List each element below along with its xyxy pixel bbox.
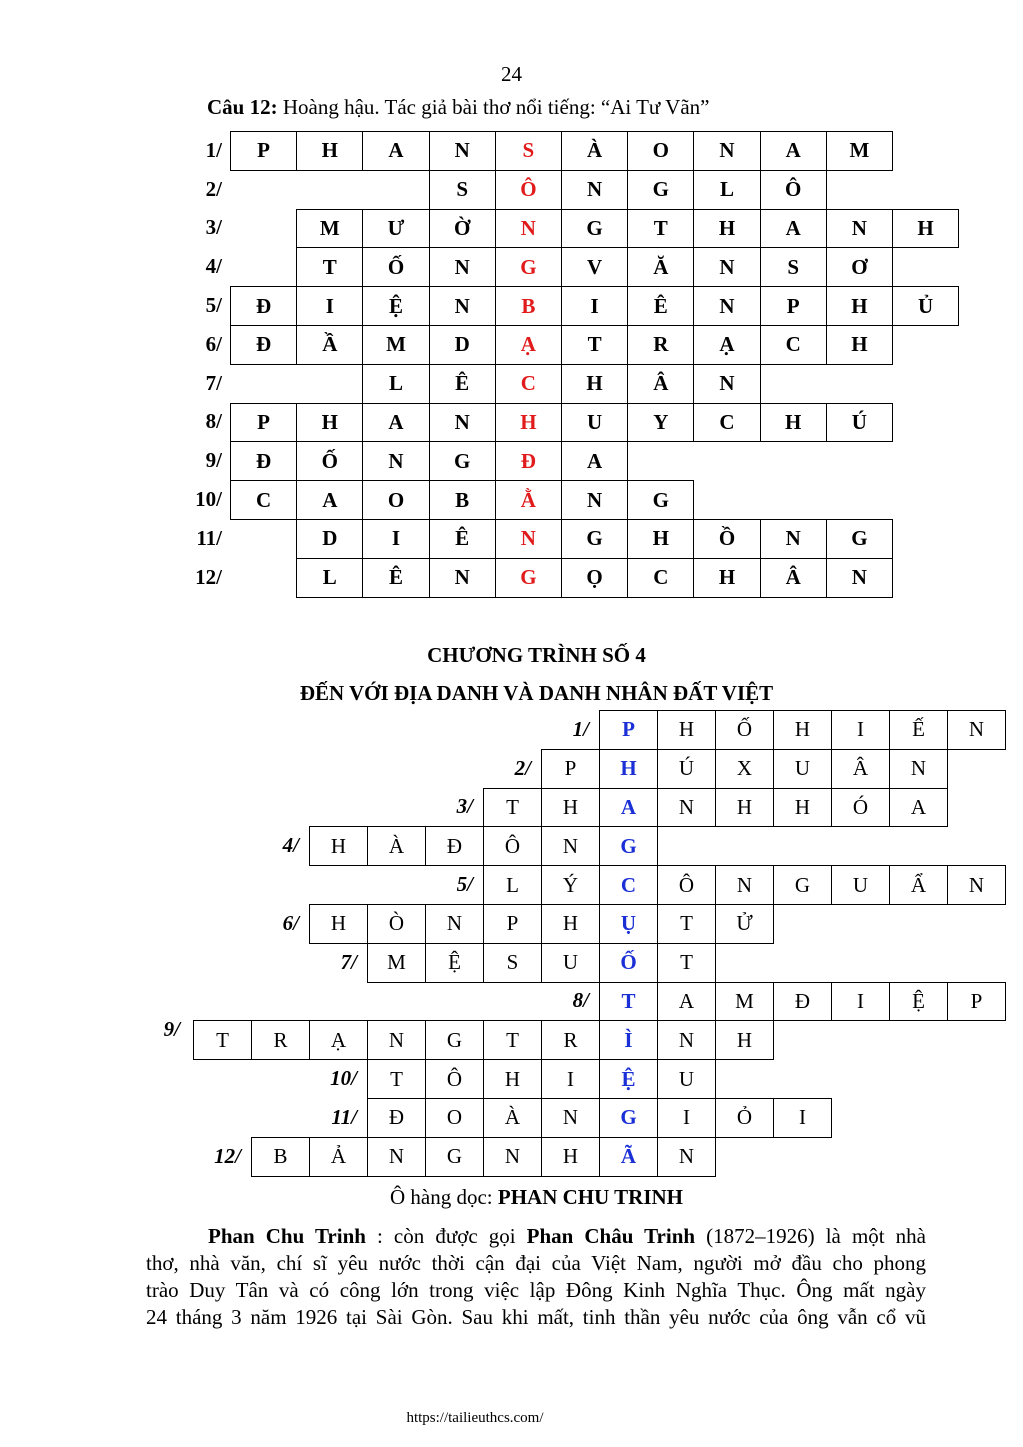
letter-cell: Ô [425, 1059, 484, 1099]
letter-cell: Đ [367, 1098, 426, 1138]
letter-cell: N [541, 1098, 600, 1138]
letter-cell: H [715, 788, 774, 828]
letter-cell: C [760, 325, 827, 365]
letter-cell: P [541, 749, 600, 789]
letter-cell: R [251, 1020, 310, 1060]
paragraph-text: (1872–1926) là một nhà [695, 1224, 927, 1248]
letter-cell: L [483, 865, 542, 905]
letter-cell: P [230, 403, 297, 443]
letter-cell: M [826, 131, 893, 171]
row-label: 2/ [514, 755, 531, 780]
letter-cell: N [947, 710, 1006, 750]
letter-cell: I [831, 710, 890, 750]
letter-cell: N [693, 247, 760, 287]
letter-cell: T [657, 904, 716, 944]
letter-cell: Ố [362, 247, 429, 287]
letter-cell: R [541, 1020, 600, 1060]
letter-cell: I [296, 286, 363, 326]
letter-cell: Ê [429, 364, 496, 404]
letter-cell: N [429, 131, 496, 171]
row-label: 3/ [205, 215, 222, 240]
letter-cell: A [296, 480, 363, 520]
letter-cell: Ạ [693, 325, 760, 365]
letter-cell: Ỏ [715, 1098, 774, 1138]
letter-cell: N [367, 1020, 426, 1060]
letter-cell: D [296, 519, 363, 559]
letter-cell: A [362, 131, 429, 171]
letter-cell: H [309, 904, 368, 944]
key-letter-cell: Ô [495, 170, 562, 210]
letter-cell: B [251, 1137, 310, 1177]
row-label: 7/ [205, 370, 222, 395]
letter-cell: L [693, 170, 760, 210]
letter-cell: M [362, 325, 429, 365]
biography-paragraph [146, 1223, 926, 1331]
letter-cell: O [627, 131, 694, 171]
key-letter-cell: H [495, 403, 562, 443]
letter-cell: Đ [230, 286, 297, 326]
letter-cell: L [296, 558, 363, 598]
letter-cell: Ò [367, 904, 426, 944]
letter-cell: N [429, 403, 496, 443]
key-letter-cell: Ạ [495, 325, 562, 365]
letter-cell: N [429, 286, 496, 326]
letter-cell: Đ [230, 325, 297, 365]
key-letter-cell: G [495, 558, 562, 598]
letter-cell: U [657, 1059, 716, 1099]
letter-cell: G [429, 441, 496, 481]
letter-cell: A [889, 788, 948, 828]
key-letter-cell: Ằ [495, 480, 562, 520]
key-letter-cell: T [599, 982, 658, 1022]
letter-cell: S [429, 170, 496, 210]
key-letter-cell: B [495, 286, 562, 326]
row-label: 8/ [205, 409, 222, 434]
letter-cell: G [561, 519, 628, 559]
letter-cell: V [561, 247, 628, 287]
paragraph-line-3: trào Duy Tân và có công lớn trong việc lập Đông Kinh Nghĩa Thục. Ông mất ngày [146, 1278, 926, 1302]
letter-cell: H [693, 558, 760, 598]
letter-cell: I [657, 1098, 716, 1138]
row-label: 4/ [282, 833, 299, 858]
letter-cell: U [541, 943, 600, 983]
letter-cell: H [561, 364, 628, 404]
letter-cell: Đ [773, 982, 832, 1022]
letter-cell: N [657, 788, 716, 828]
letter-cell: A [362, 403, 429, 443]
letter-cell: I [541, 1059, 600, 1099]
name-alternate: Phan Châu Trinh [526, 1224, 696, 1248]
letter-cell: Ố [296, 441, 363, 481]
letter-cell: H [541, 788, 600, 828]
letter-cell: A [561, 441, 628, 481]
letter-cell: G [425, 1137, 484, 1177]
row-label: 11/ [196, 525, 222, 550]
letter-cell: Ệ [889, 982, 948, 1022]
letter-cell: X [715, 749, 774, 789]
letter-cell: M [715, 982, 774, 1022]
letter-cell: Ọ [561, 558, 628, 598]
key-letter-cell: G [599, 1098, 658, 1138]
key-letter-cell: G [599, 826, 658, 866]
letter-cell: Ú [657, 749, 716, 789]
letter-cell: N [715, 865, 774, 905]
letter-cell: N [826, 209, 893, 249]
letter-cell: T [367, 1059, 426, 1099]
letter-cell: Ả [309, 1137, 368, 1177]
letter-cell: H [892, 209, 959, 249]
question-label: Câu 12: [207, 95, 278, 119]
letter-cell: U [831, 865, 890, 905]
letter-cell: T [657, 943, 716, 983]
row-label: 10/ [330, 1066, 357, 1091]
key-letter-cell: Ụ [599, 904, 658, 944]
paragraph-line-2: thơ, nhà văn, chí sĩ yêu nước thời cận đại của Việt Nam, người mở đầu cho phong [146, 1251, 926, 1275]
letter-cell: Ư [362, 209, 429, 249]
letter-cell: G [627, 170, 694, 210]
letter-cell: T [561, 325, 628, 365]
letter-cell: Ủ [892, 286, 959, 326]
letter-cell: I [831, 982, 890, 1022]
letter-cell: N [657, 1020, 716, 1060]
letter-cell: N [693, 286, 760, 326]
letter-cell: N [362, 441, 429, 481]
letter-cell: N [561, 170, 628, 210]
row-label: 12/ [214, 1143, 241, 1168]
letter-cell: Ó [831, 788, 890, 828]
row-label: 5/ [205, 293, 222, 318]
answer-value: PHAN CHU TRINH [497, 1185, 684, 1209]
letter-cell: Ý [541, 865, 600, 905]
letter-cell: A [760, 131, 827, 171]
row-label: 6/ [282, 910, 299, 935]
letter-cell: Đ [425, 826, 484, 866]
paragraph-line-4: 24 tháng 3 năm 1926 tại Sài Gòn. Sau khi mất, tinh thần yêu nước của ông vẫn cổ vũ [146, 1305, 926, 1329]
letter-cell: Ầ [296, 325, 363, 365]
footer-url: https://tailieuthcs.com/ [406, 1410, 544, 1426]
letter-cell: Ạ [309, 1020, 368, 1060]
paragraph-text: : còn được gọi [365, 1224, 527, 1248]
program-subtitle: ĐẾN VỚI ĐỊA DANH VÀ DANH NHÂN ĐẤT VIỆT [299, 681, 774, 705]
key-letter-cell: Đ [495, 441, 562, 481]
key-letter-cell: C [599, 865, 658, 905]
row-label: 1/ [572, 716, 589, 741]
name-primary: Phan Chu Trinh [208, 1224, 366, 1248]
letter-cell: N [429, 558, 496, 598]
letter-cell: Ố [715, 710, 774, 750]
key-letter-cell: S [495, 131, 562, 171]
letter-cell: À [367, 826, 426, 866]
letter-cell: G [425, 1020, 484, 1060]
letter-cell: H [715, 1020, 774, 1060]
row-label: 9/ [163, 1017, 180, 1042]
letter-cell: N [561, 480, 628, 520]
key-letter-cell: H [599, 749, 658, 789]
letter-cell: O [425, 1098, 484, 1138]
program-title: CHƯƠNG TRÌNH SỐ 4 [427, 643, 646, 667]
letter-cell: I [362, 519, 429, 559]
row-label: 12/ [195, 564, 222, 589]
letter-cell: O [362, 480, 429, 520]
letter-cell: Ẩ [889, 865, 948, 905]
letter-cell: T [483, 1020, 542, 1060]
letter-cell: À [483, 1098, 542, 1138]
letter-cell: H [541, 904, 600, 944]
key-letter-cell: Ệ [599, 1059, 658, 1099]
letter-cell: Y [627, 403, 694, 443]
letter-cell: I [773, 1098, 832, 1138]
letter-cell: P [483, 904, 542, 944]
row-label: 8/ [572, 988, 589, 1013]
vertical-answer [0, 1185, 1023, 1210]
row-label: 9/ [205, 448, 222, 473]
letter-cell: H [826, 325, 893, 365]
letter-cell: H [296, 131, 363, 171]
letter-cell: G [773, 865, 832, 905]
paragraph-line-1 [146, 1223, 926, 1250]
letter-cell: P [760, 286, 827, 326]
letter-cell: H [693, 209, 760, 249]
page-number: 24 [501, 62, 522, 86]
letter-cell: N [947, 865, 1006, 905]
letter-cell: N [541, 826, 600, 866]
letter-cell: Ô [657, 865, 716, 905]
letter-cell: A [760, 209, 827, 249]
letter-cell: Â [760, 558, 827, 598]
letter-cell: Ô [483, 826, 542, 866]
letter-cell: H [657, 710, 716, 750]
row-label: 5/ [456, 872, 473, 897]
row-label: 7/ [340, 949, 357, 974]
key-letter-cell: G [495, 247, 562, 287]
row-label: 1/ [205, 137, 222, 162]
letter-cell: Đ [230, 441, 297, 481]
letter-cell: I [561, 286, 628, 326]
letter-cell: U [561, 403, 628, 443]
key-letter-cell: Ã [599, 1137, 658, 1177]
letter-cell: H [483, 1059, 542, 1099]
letter-cell: P [230, 131, 297, 171]
letter-cell: Ê [627, 286, 694, 326]
letter-cell: G [561, 209, 628, 249]
letter-cell: P [947, 982, 1006, 1022]
row-label: 4/ [205, 254, 222, 279]
letter-cell: B [429, 480, 496, 520]
key-letter-cell: N [495, 209, 562, 249]
letter-cell: N [693, 131, 760, 171]
key-letter-cell: C [495, 364, 562, 404]
letter-cell: D [429, 325, 496, 365]
letter-cell: G [826, 519, 893, 559]
letter-cell: N [657, 1137, 716, 1177]
letter-cell: H [773, 710, 832, 750]
letter-cell: H [296, 403, 363, 443]
letter-cell: H [760, 403, 827, 443]
letter-cell: N [693, 364, 760, 404]
letter-cell: Ệ [425, 943, 484, 983]
letter-cell: Ệ [362, 286, 429, 326]
key-letter-cell: Ố [599, 943, 658, 983]
letter-cell: G [627, 480, 694, 520]
key-letter-cell: N [495, 519, 562, 559]
letter-cell: H [309, 826, 368, 866]
letter-cell: T [296, 247, 363, 287]
letter-cell: H [826, 286, 893, 326]
letter-cell: Ử [715, 904, 774, 944]
row-label: 3/ [456, 794, 473, 819]
letter-cell: U [773, 749, 832, 789]
letter-cell: N [367, 1137, 426, 1177]
letter-cell: M [367, 943, 426, 983]
letter-cell: N [889, 749, 948, 789]
letter-cell: N [483, 1137, 542, 1177]
letter-cell: A [657, 982, 716, 1022]
letter-cell: S [483, 943, 542, 983]
letter-cell: S [760, 247, 827, 287]
key-letter-cell: P [599, 710, 658, 750]
letter-cell: Ồ [693, 519, 760, 559]
letter-cell: Ô [760, 170, 827, 210]
letter-cell: Ă [627, 247, 694, 287]
row-label: 11/ [331, 1104, 357, 1129]
row-label: 6/ [205, 331, 222, 356]
letter-cell: T [193, 1020, 252, 1060]
letter-cell: C [230, 480, 297, 520]
question-text: Hoàng hậu. Tác giả bài thơ nổi tiếng: “Ai Tư Vãn” [277, 95, 710, 119]
key-letter-cell: Ì [599, 1020, 658, 1060]
letter-cell: Ơ [826, 247, 893, 287]
letter-cell: N [425, 904, 484, 944]
letter-cell: Â [831, 749, 890, 789]
row-label: 2/ [205, 176, 222, 201]
letter-cell: C [627, 558, 694, 598]
letter-cell: H [773, 788, 832, 828]
letter-cell: C [693, 403, 760, 443]
row-label: 10/ [195, 487, 222, 512]
letter-cell: Ú [826, 403, 893, 443]
letter-cell: R [627, 325, 694, 365]
letter-cell: Â [627, 364, 694, 404]
letter-cell: L [362, 364, 429, 404]
letter-cell: M [296, 209, 363, 249]
letter-cell: N [826, 558, 893, 598]
letter-cell: Ế [889, 710, 948, 750]
letter-cell: N [429, 247, 496, 287]
letter-cell: T [627, 209, 694, 249]
letter-cell: À [561, 131, 628, 171]
letter-cell: Ê [429, 519, 496, 559]
letter-cell: N [760, 519, 827, 559]
letter-cell: Ờ [429, 209, 496, 249]
letter-cell: T [483, 788, 542, 828]
key-letter-cell: A [599, 788, 658, 828]
letter-cell: H [541, 1137, 600, 1177]
letter-cell: H [627, 519, 694, 559]
answer-label: Ô hàng dọc: [389, 1185, 498, 1209]
letter-cell: Ê [362, 558, 429, 598]
